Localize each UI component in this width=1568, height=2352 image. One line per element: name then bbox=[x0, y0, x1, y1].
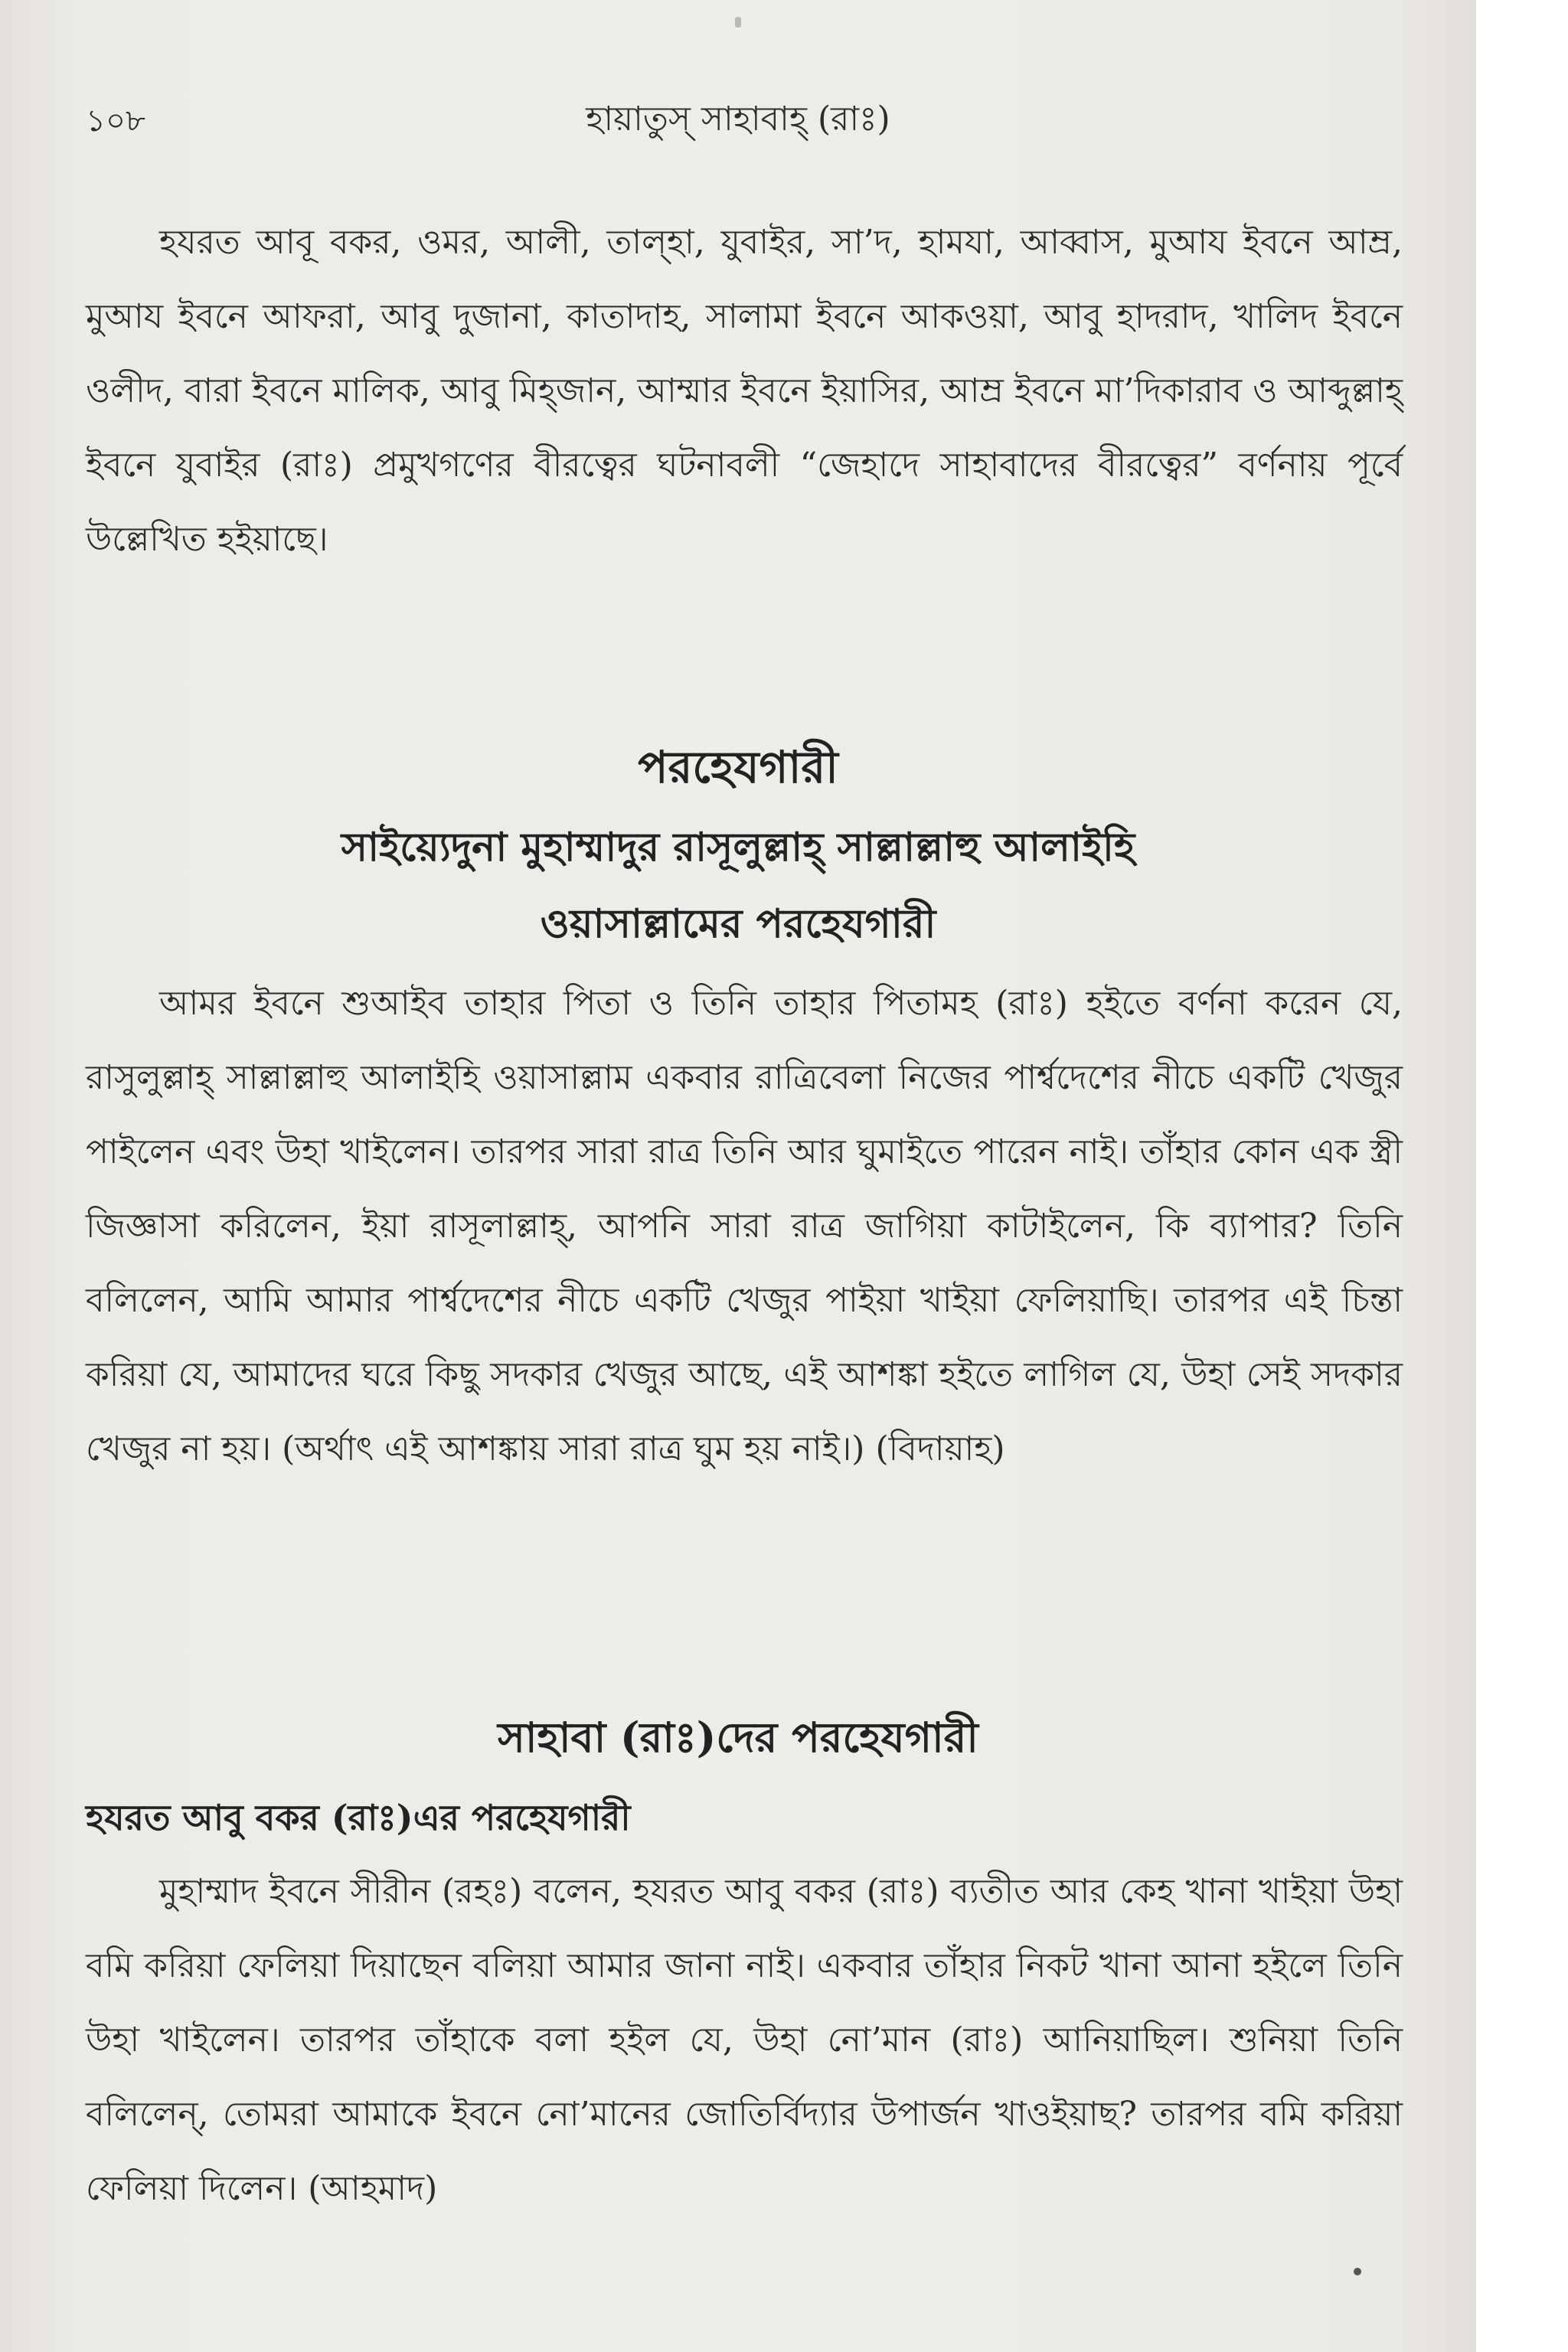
section-title-piety: পরহেযগারী bbox=[638, 741, 838, 793]
abu-bakr-paragraph: মুহাম্মাদ ইবনে সীরীন (রহঃ) বলেন, হযরত আবু বকর (রাঃ) ব্যতীত আর কেহ খানা খাইয়া উহা বমি করিয়া ফেলিয়া দিয়াছেন বলিয়া আমার জানা নাই। একবার তাঁহার নিকট খানা আনা হইলে তিনি উহা খাইলেন। তারপর তাঁহাকে বলা হইল যে, উহা নো’মান (রাঃ) আনিয়াছিল। শুনিয়া তিনি বলিলেন্, তোমরা আমাকে ইবনে নো’মানের জোতির্বিদ্যার উপার্জন খাওইয়াছ? তারপর বমি করিয়া ফেলিয়া দিলেন। (আহমাদ) bbox=[86, 1872, 1403, 2208]
prophet-piety-paragraph: আমর ইবনে শুআইব তাহার পিতা ও তিনি তাহার পিতামহ (রাঃ) হইতে বর্ণনা করেন যে, রাসুলুল্লাহ্ সাল্লাল্লাহু আলাইহি ওয়াসাল্লাম একবার রাত্রিবেলা নিজের পার্শ্বদেশের নীচে একটি খেজুর পাইলেন এবং উহা খাইলেন। তারপর সারা রাত্র তিনি আর ঘুমাইতে পারেন নাই। তাঁহার কোন এক স্ত্রী জিজ্ঞাসা করিলেন, ইয়া রাসূলাল্লাহ্, আপনি সারা রাত্র জাগিয়া কাটাইলেন, কি ব্যাপার? তিনি বলিলেন, আমি আমার পার্শ্বদেশের নীচে একটি খেজুর পাইয়া খাইয়া ফেলিয়াছি। তারপর এই চিন্তা করিয়া যে, আমাদের ঘরে কিছু সদকার খেজুর আছে, এই আশঙ্কা হইতে লাগিল যে, উহা সেই সদকার খেজুর না হয়। (অর্থাৎ এই আশঙ্কায় সারা রাত্র ঘুম হয় নাই।) (বিদায়াহ) bbox=[86, 984, 1403, 1468]
section-subtitle-line1: সাইয়্যেদুনা মুহাম্মাদুর রাসূলুল্লাহ্ সাল্লাল্লাহু আলাইহি bbox=[341, 824, 1135, 871]
section-subtitle-line2: ওয়াসাল্লামের পরহেযগারী bbox=[540, 900, 936, 947]
subheading-abu-bakr: হযরত আবু বকর (রাঃ)এর পরহেযগারী bbox=[86, 1797, 631, 1838]
page-number: ১০৮ bbox=[86, 103, 145, 139]
running-title: হায়াতুস্ সাহাবাহ্ (রাঃ) bbox=[586, 100, 890, 139]
running-header bbox=[0, 90, 1476, 152]
scan-margin bbox=[1476, 0, 1568, 2352]
ink-dot bbox=[1354, 2268, 1361, 2275]
section-title-companions-piety: সাহাবা (রাঃ)দের পরহেযগারী bbox=[498, 1713, 978, 1762]
intro-paragraph: হযরত আবূ বকর, ওমর, আলী, তাল্হা, যুবাইর, সা’দ, হামযা, আব্বাস, মুআয ইবনে আম্র, মুআয ইবনে আফরা, আবু দুজানা, কাতাদাহ, সালামা ইবনে আকওয়া, আবু হাদরাদ, খালিদ ইবনে ওলীদ, বারা ইবনে মালিক, আবু মিহ্জান, আম্মার ইবনে ইয়াসির, আম্র ইবনে মা’দিকারাব ও আব্দুল্লাহ্ ইবনে যুবাইর (রাঃ) প্রমুখগণের বীরত্বের ঘটনাবলী “জেহাদে সাহাবাদের বীরত্বের” বর্ণনায় পূর্বে উল্লেখিত হইয়াছে। bbox=[86, 223, 1403, 559]
print-smudge bbox=[735, 17, 741, 28]
